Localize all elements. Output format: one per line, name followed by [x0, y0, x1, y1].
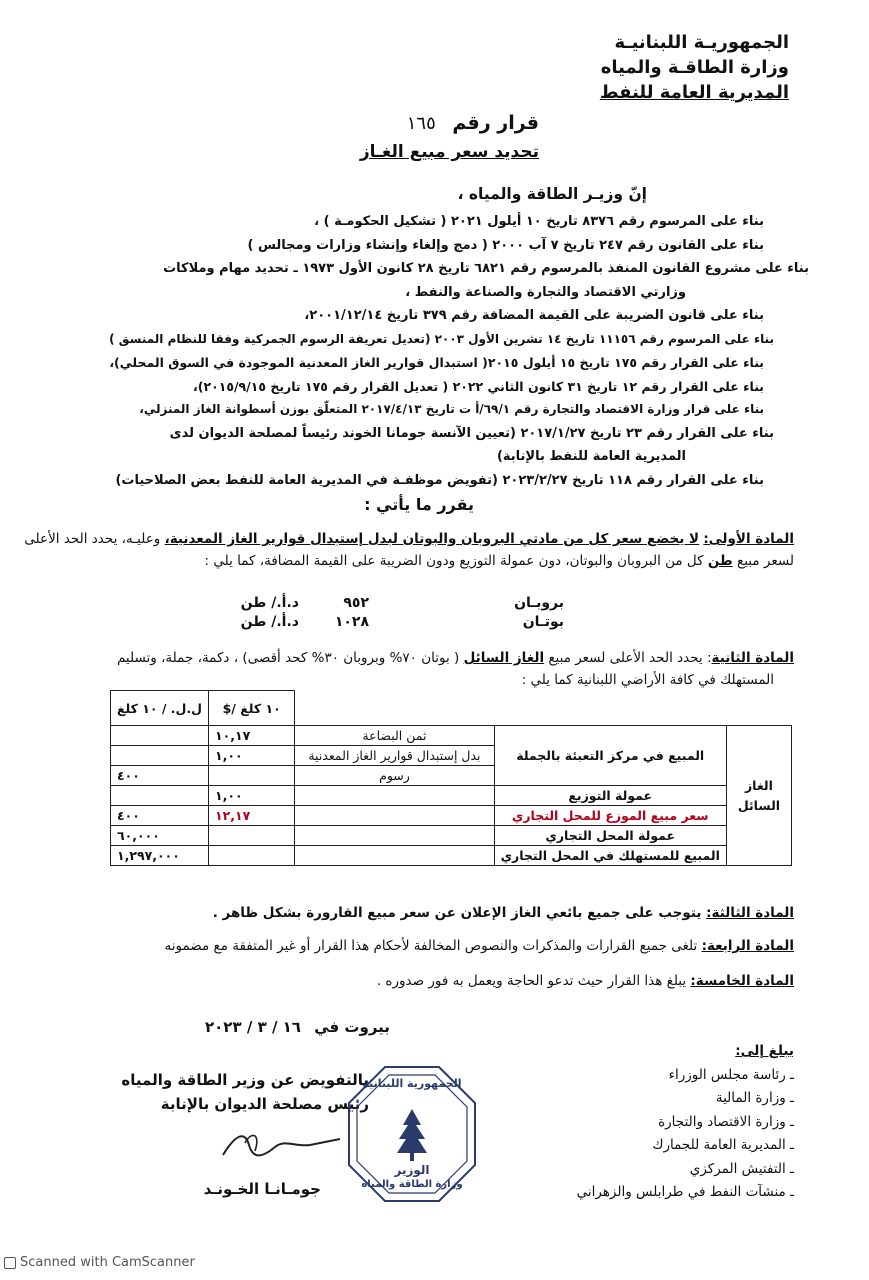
propane-name: بروبـان	[514, 595, 564, 611]
article-3-label: المادة الثالثة:	[706, 905, 794, 921]
distribution-label: عمولة التوزيع	[494, 786, 726, 806]
article-5	[54, 970, 794, 992]
article-5-text: يبلغ هذا القرار حيث تدعو الحاجة ويعمل به فور صدوره .	[376, 973, 691, 989]
shop-commission-label: عمولة المحل التجاري	[494, 826, 726, 846]
article-1-label: المادة الأولى:	[703, 531, 794, 547]
shop-commission-lbp: ٦٠,٠٠٠	[111, 826, 209, 846]
article-3-text: يتوجب على جميع بائعي الغاز الإعلان عن سعر مبيع القارورة بشكل ظاهر .	[212, 905, 707, 921]
signatory-name: جومـانـا الخـونـد	[203, 1180, 321, 1198]
replacement-lbp	[111, 746, 209, 766]
consumer-price-lbp: ١,٢٩٧,٠٠٠	[111, 846, 209, 866]
notify-item: ـ منشآت النفط في طرابلس والزهراني	[576, 1184, 794, 1200]
distributor-price-usd: ١٢,١٧	[209, 806, 295, 826]
scanner-text: Scanned with CamScanner	[20, 1255, 195, 1270]
distribution-lbp	[111, 786, 209, 806]
distributor-price-lbp: ٤٠٠	[111, 806, 209, 826]
shop-commission-usd	[209, 826, 295, 846]
article-1-line2c: كل من البروبان والبوتان، دون عمولة التوزيع ودون الضريبة على القيمة المضافة، كما يلي :	[204, 553, 708, 569]
goods-desc: ثمن البضاعة	[295, 726, 494, 746]
basis-item: بناء على القانون رقم ٢٤٧ تاريخ ٧ آب ٢٠٠٠ ( دمج وإلغاء وإنشاء وزارات ومجالس )	[247, 237, 764, 253]
goods-lbp	[111, 726, 209, 746]
fees-desc: رسوم	[295, 766, 494, 786]
basis-item: بناء على المرسوم رقم ٨٣٧٦ تاريخ ١٠ أيلول ٢٠٢١ ( تشكيل الحكومـة ) ،	[314, 214, 764, 229]
consumer-price-usd	[209, 846, 295, 866]
basis-item: بناء على قانون الضريبة على القيمة المضافة رقم ٣٧٩ تاريخ ٢٠٠١/١٢/١٤،	[304, 308, 764, 323]
article-1-highlight: لا يخضع سعر كل من مادتي البروبان والبوتان لبدل إستبدال قوارير الغاز المعدنية،	[164, 531, 700, 547]
notify-item: ـ وزارة الاقتصاد والتجارة	[658, 1113, 794, 1130]
scanner-watermark	[4, 1255, 195, 1270]
goods-usd: ١٠,١٧	[209, 726, 295, 746]
signature-line-2: رئيس مصلحة الديوان بالإنابة	[160, 1095, 369, 1113]
stamp-middle-text: الوزير	[394, 1163, 430, 1177]
fees-lbp: ٤٠٠	[111, 766, 209, 786]
signature-line-1: بالتفويض عن وزير الطاقة والمياه	[121, 1071, 369, 1089]
butane-unit: د.أ./ طن	[240, 614, 299, 630]
article-1-line2a: لسعر مبيع	[732, 553, 794, 569]
header-usd: $/ ١٠ كلغ	[209, 691, 295, 726]
notify-item: ـ وزارة المالية	[715, 1090, 794, 1106]
replacement-desc: بدل إستبدال قوارير الغاز المعدنية	[295, 746, 494, 766]
butane-value: ١٠٢٨	[334, 614, 369, 630]
article-2	[54, 647, 794, 691]
decision-number-label: قرار رقم	[452, 112, 539, 134]
article-2-label: المادة الثانية	[711, 650, 794, 666]
decides-heading: يقرر ما يأتي :	[364, 495, 474, 514]
signature-block	[121, 1068, 369, 1116]
distribution-usd: ١,٠٠	[209, 786, 295, 806]
ministry-name: وزارة الطاقـة والمياه	[600, 57, 789, 78]
basis-item: بناء على القرار رقم ١٢ تاريخ ٣١ كانون الثاني ٢٠٢٢ ( تعديل القرار رقم ١٧٥ تاريخ ٢٠١٥/٩/١٥)،	[192, 378, 764, 394]
propane-unit: د.أ./ طن	[240, 595, 299, 611]
wholesale-label: المبيع في مركز التعبئة بالجملة	[494, 726, 726, 786]
article-5-label: المادة الخامسة:	[690, 973, 794, 989]
basis-item: بناء على القرار رقم ١٧٥ تاريخ ١٥ أيلول ٢٠١٥( استبدال قوارير الغاز المعدنية الموجودة في السوق المحلي)،	[109, 355, 764, 370]
date-line	[205, 1018, 390, 1036]
stamp-bottom-text: وزارة الطاقة والمياه	[361, 1179, 463, 1190]
camscanner-icon	[4, 1257, 16, 1269]
notify-item: ـ رئاسة مجلس الوزراء	[668, 1066, 794, 1083]
header-lbp: ل.ل. / ١٠ كلغ	[111, 691, 209, 726]
article-4-label: المادة الرابعة:	[701, 938, 794, 954]
republic-name: الجمهوريـة اللبنانيـة	[614, 32, 789, 53]
directorate-name: المديرية العامة للنفط	[599, 82, 789, 103]
distributor-price-label: سعر مبيع الموزع للمحل التجاري	[494, 806, 726, 826]
basis-item: بناء على مشروع القانون المنفذ بالمرسوم رقم ٦٨٢١ تاريخ ٢٨ كانون الأول ١٩٧٣ ـ تحديد مهام وملاكات	[163, 261, 809, 276]
basis-item: المديرية العامة للنفط بالإنابة)	[496, 449, 686, 464]
article-3	[54, 902, 794, 924]
article-1-rest: وعليـه، يحدد الحد الأعلى	[24, 531, 165, 547]
article-2-highlight: الغاز السائل	[463, 650, 545, 666]
decision-number	[407, 112, 539, 134]
decision-number-value: ١٦٥	[406, 113, 436, 134]
fees-usd	[209, 766, 295, 786]
date-place: بيروت في	[314, 1018, 390, 1036]
handwritten-signature-icon	[215, 1125, 345, 1165]
article-1	[24, 528, 794, 572]
basis-list	[84, 210, 809, 492]
group-label: الغاز السائل	[726, 726, 791, 866]
notify-title: يبلغ إلى:	[735, 1043, 794, 1059]
replacement-usd: ١,٠٠	[209, 746, 295, 766]
butane-name: بوتـان	[522, 614, 564, 630]
ministry-stamp	[345, 1063, 479, 1205]
article-4-text: تلغى جميع القرارات والمذكرات والنصوص المخالفة لأحكام هذا القرار أو غير المتفقة مع مضمونه	[164, 938, 702, 954]
basis-item: بناء على قرار وزارة الاقتصاد والتجارة رقم ٦٩/١/أ ت تاريخ ٢٠١٧/٤/١٣ المتعلّق بوزن أسطوانة الغاز المنزلي،	[139, 402, 764, 416]
article-2-text1: : يحدد الحد الأعلى لسعر مبيع	[544, 650, 712, 666]
notify-item: ـ التفتيش المركزي	[689, 1160, 794, 1177]
notify-list	[577, 1040, 794, 1205]
consumer-price-label: المبيع للمستهلك في المحل التجاري	[494, 846, 726, 866]
stamp-top-text: الجمهورية اللبنانية	[362, 1077, 462, 1090]
basis-item: بناء على القرار رقم ٢٣ تاريخ ٢٠١٧/١/٢٧ (تعيين الآنسة جومانا الخوند رئيساً لمصلحة الديوان لدى	[169, 425, 774, 441]
notify-item: ـ المديرية العامة للجمارك	[652, 1137, 794, 1153]
price-table	[110, 690, 792, 866]
basis-item: بناء على المرسوم رقم ١١١٥٦ تاريخ ١٤ تشرين الأول ٢٠٠٣ (تعديل تعريفة الرسوم الجمركية وفقا للنظام المنسق )	[109, 331, 774, 346]
decision-subject: تحديد سعر مبيع الغـاز	[359, 142, 539, 162]
date-value: ١٦ / ٣ / ٢٠٢٣	[205, 1018, 301, 1036]
intro-line: إنّ وزيـر الطاقة والمياه ،	[457, 185, 647, 203]
article-4	[54, 935, 794, 957]
basis-item: وزارتي الاقتصاد والتجارة والصناعة والنفط ،	[405, 284, 686, 300]
article-2-line2: المستهلك في كافة الأراضي اللبنانية كما يلي :	[521, 672, 774, 688]
propane-value: ٩٥٢	[343, 595, 369, 611]
letterhead	[600, 30, 789, 105]
article-2-text2: ( بوتان ٧٠% وبروبان ٣٠% كحد أقصى) ، دكمة، جملة، وتسليم	[116, 650, 464, 666]
basis-item: بناء على القرار رقم ١١٨ تاريخ ٢٠٢٣/٢/٢٧ (تفويض موظفـة في المديرية العامة للنفط بعض الصلاحيات)	[115, 472, 764, 488]
article-1-ton: طن	[707, 553, 733, 569]
